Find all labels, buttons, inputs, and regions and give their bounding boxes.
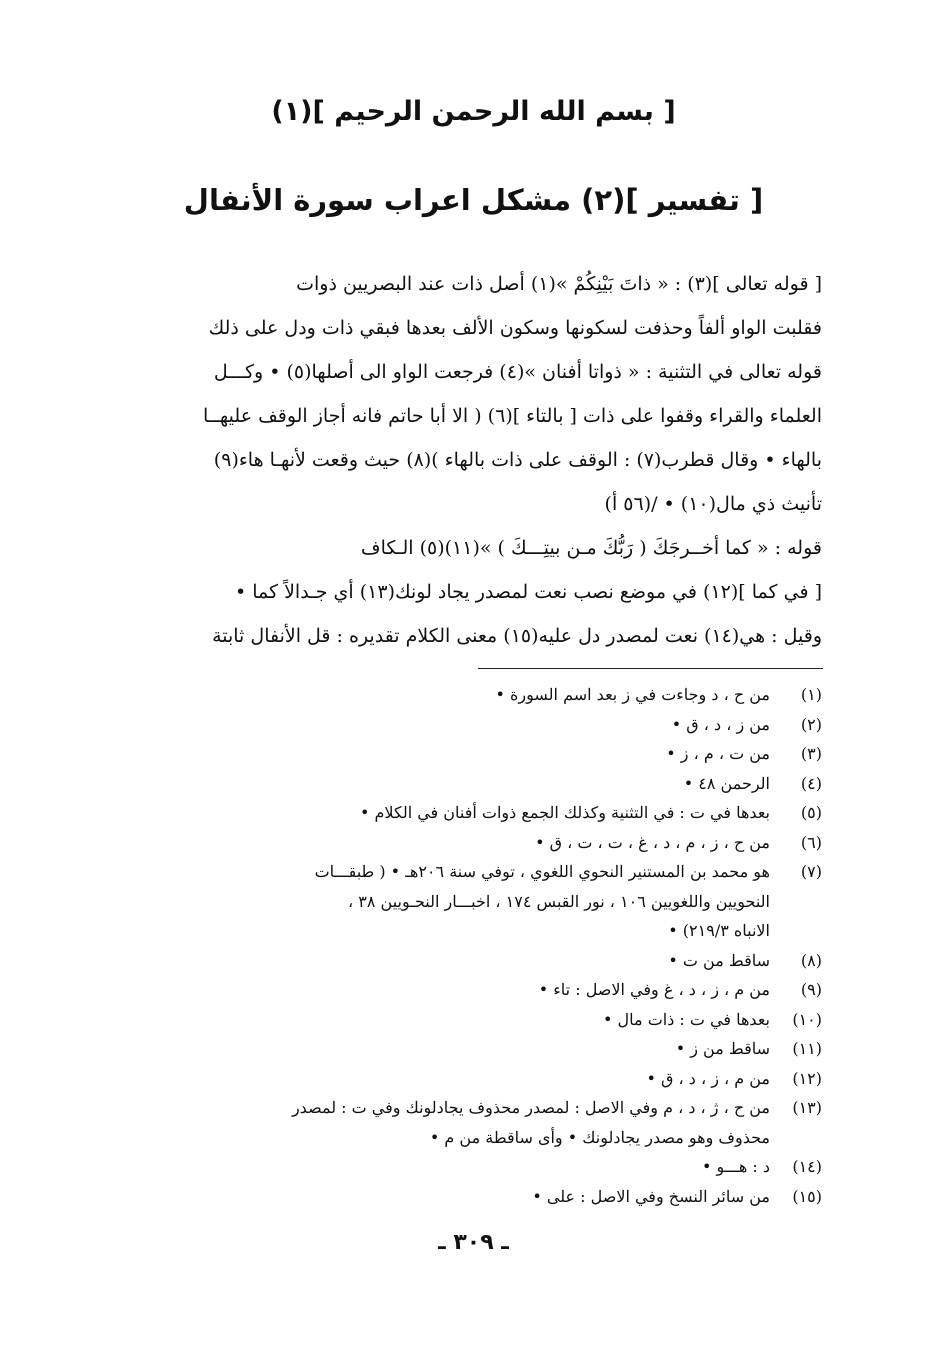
footnote-text: من م ، ز ، د ، ق • [646, 1068, 770, 1088]
footnote-text-block [128, 857, 770, 946]
footnote-number: (١٣) [792, 1098, 822, 1117]
footnote-text: من سائر النسخ وفي الاصل : على • [532, 1186, 770, 1206]
footnote-number: (١١) [792, 1039, 822, 1058]
footnote-item [128, 1005, 822, 1035]
footnote-number: (١) [800, 685, 822, 704]
footnote-text-block [128, 1093, 770, 1152]
footnote-text: بعدها في ت : ذات مال • [603, 1009, 770, 1029]
footnote-number: (١٠) [792, 1009, 822, 1029]
footnote-item [128, 769, 822, 799]
text-line: وقيل : هي(١٤) نعت لمصدر دل عليه(١٥) معنى الكلام تقديره : قل الأنفال ثابتة [212, 625, 822, 647]
footnote-item [128, 1064, 822, 1094]
text-line: [ في كما ](١٢) في موضع نصب نعت لمصدر يجاد لونك(١٣) أي جـدالاً كما • [234, 581, 822, 603]
footnote-number: (١٤) [792, 1157, 822, 1176]
text-line: [ قوله تعالى ](٣) : « ذاتَ بَيْنِكُمْ »(١) أصل ذات عند البصريين ذوات [296, 273, 822, 295]
footnote-text: الرحمن ٤٨ • [683, 773, 770, 793]
footnote-text: د : هـــو • [702, 1157, 770, 1176]
footnote-number: (٢) [800, 714, 822, 734]
footnote-text: ساقط من ز • [675, 1039, 770, 1058]
footnote-text-continued: النحويين واللغويين ١٠٦ ، نور القبس ١٧٤ ، اخبـــار النحـويين ٣٨ ، [348, 891, 770, 911]
footnote-text: هو محمد بن المستنير النحوي اللغوي ، توفي سنة ٢٠٦هـ • ( طبقـــات [314, 862, 770, 881]
footnote-item [128, 828, 822, 858]
footnote-number: (٥) [800, 803, 822, 822]
footnote-number: (١٥) [792, 1186, 822, 1206]
footnote-number: (٩) [800, 980, 822, 999]
footnote-text-continued: الانباه ٢١٩/٣) • [668, 921, 770, 940]
footnote-number: (١٢) [792, 1068, 822, 1088]
page-number: ـ ٣٠٩ ـ [438, 1230, 509, 1255]
footnote-text-continued: محذوف وهو مصدر يجادلونك • وأى ساقطة من م • [429, 1127, 770, 1147]
footnote-text: من ح ، ژ ، د ، م وفي الاصل : لمصدر محذوف يجادلونك وفي ت : لمصدر [291, 1098, 770, 1117]
footnote-number: (٣) [800, 744, 822, 763]
footnote-item [128, 1093, 822, 1152]
footnote-item [128, 798, 822, 828]
footnote-text: من ز ، د ، ق • [671, 714, 770, 734]
footnote-text: من ح ، د وجاءت في ز بعد اسم السورة • [495, 685, 770, 704]
surah-title: [ تفسير ](٢) مشكل اعراب سورة الأنفال [183, 183, 764, 217]
basmala-heading: [ بسم الله الرحمن الرحيم ](١) [271, 96, 676, 127]
footnote-number: (٦) [800, 832, 822, 852]
footnote-text: من ت ، م ، ز • [666, 744, 770, 763]
text-line: العلماء والقراء وقفوا على ذات [ بالتاء ](٦) ( الا أبا حاتم فانه أجاز الوقف عليهــا [203, 405, 822, 427]
footnote-item [128, 1152, 822, 1182]
footnotes-list [128, 680, 822, 1211]
footnote-item [128, 857, 822, 946]
footnote-number: (٨) [800, 950, 822, 970]
text-line: تأنيث ذي مال(١٠) • /(٥٦ أ) [604, 493, 822, 515]
footnote-text: بعدها في ت : في التثنية وكذلك الجمع ذوات أفنان في الكلام • [360, 803, 770, 822]
footnote-item [128, 1034, 822, 1064]
main-text [128, 262, 822, 658]
footnote-item [128, 1182, 822, 1212]
footnote-item [128, 739, 822, 769]
footnote-item [128, 680, 822, 710]
text-line: فقلبت الواو ألفاً وحذفت لسكونها وسكون الألف بعدها فبقي ذات ودل على ذلك [208, 317, 822, 339]
footnote-item [128, 710, 822, 740]
footnote-divider [478, 668, 823, 669]
footnote-text: من ح ، ز ، م ، د ، غ ، ت ، ت ، ق • [535, 832, 770, 852]
text-line: بالهاء • وقال قطرب(٧) : الوقف على ذات بالهاء )(٨) حيث وقعت لأنهـا هاء(٩) [213, 449, 822, 471]
text-line: قوله تعالى في التثنية : « ذواتا أفنان »(٤) فرجعت الواو الى أصلها(٥) • وكـــل [213, 361, 822, 383]
text-line: قوله : « كما أخــرجَكَ ( رَبُّكَ مـن بيتِـــكَ ) »(١١)(٥) الـكاف [360, 537, 822, 559]
footnote-text: ساقط من ت • [668, 950, 770, 970]
footnote-number: (٤) [800, 773, 822, 793]
footnote-text: من م ، ز ، د ، غ وفي الاصل : تاء • [538, 980, 770, 999]
footnote-item [128, 946, 822, 976]
footnote-item [128, 975, 822, 1005]
footnote-number: (٧) [800, 862, 822, 881]
